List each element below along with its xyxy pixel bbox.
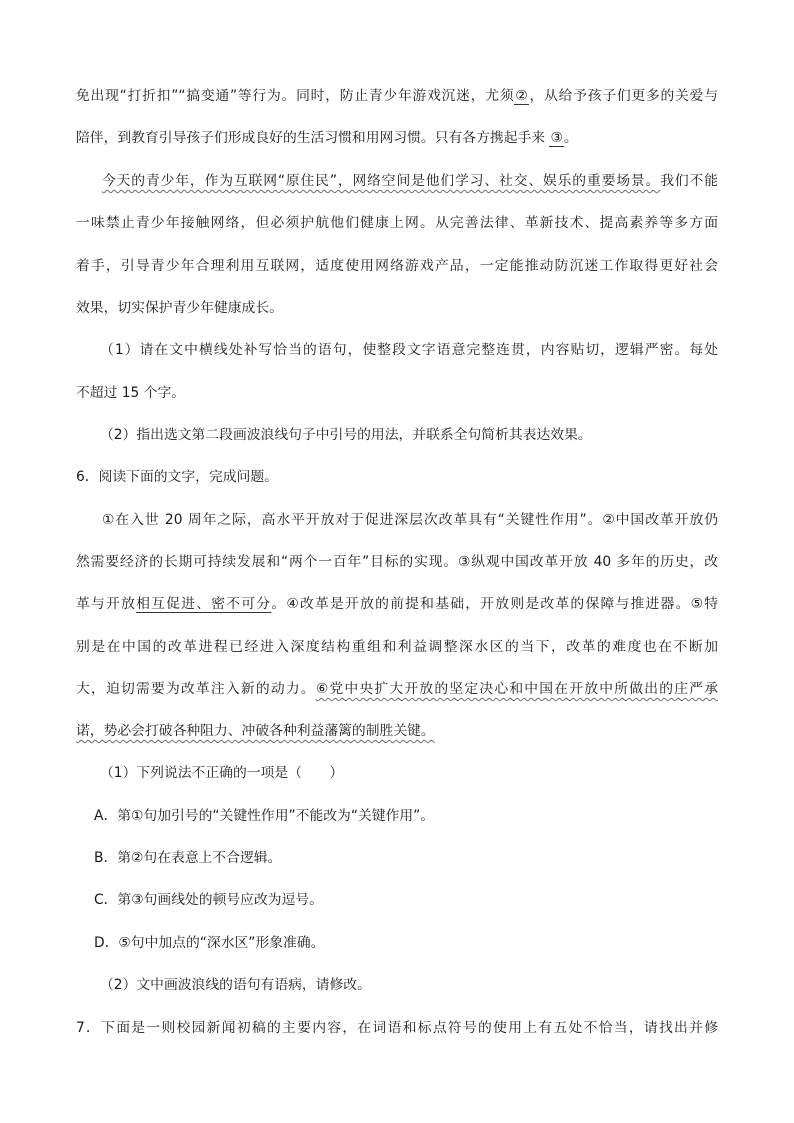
- para-second-line-2: 一味禁止青少年接触网络，但必须护航他们健康上网。从完善法律、革新技术、提高素养等多方面: [76, 215, 718, 231]
- text-segment: 陪伴，到教育引导孩子们形成良好的生活习惯和用网习惯。只有各方携起手来: [76, 130, 550, 146]
- text-segment: ，从给予孩子们更多的关爱与: [528, 88, 718, 104]
- q6-passage-line-5: [76, 679, 718, 699]
- q5-sub2: （2）指出选文第二段画波浪线句子中引号的用法，并联系全句简析其表达效果。: [100, 427, 592, 443]
- wavy-underlined-sentence: 今天的青少年，作为互联网“原住民”，网络空间是他们学习、社交、娱乐的重要场景。: [102, 173, 661, 189]
- q6-passage-line-1: ①在入世 20 周年之际，高水平开放对于促进深层次改革具有“关键性作用”。②中国改革开放仍: [102, 512, 718, 528]
- q6-passage-line-3: [76, 594, 718, 614]
- text-segment: 。: [563, 130, 578, 146]
- q6-option-b: B．第②句在表意上不合逻辑。: [94, 850, 282, 866]
- wavy-underlined-sentence: 诺，势必会打破各种阻力、冲破各种利益藩篱的制胜关键。: [76, 723, 435, 739]
- text-segment: 免出现“打折扣”“搞变通”等行为。同时，防止青少年游戏沉迷，尤须: [76, 88, 515, 104]
- q5-sub1-line-2: 不超过 15 个字。: [76, 385, 186, 401]
- q6-option-a: A．第①句加引号的“关键性作用”不能改为“关键作用”。: [94, 808, 435, 824]
- text-segment: 革与开放: [76, 596, 137, 612]
- q6-passage-line-6: [76, 721, 718, 741]
- wavy-underlined-sentence: ⑥党中央扩大开放的坚定决心和中国在开放中所做出的庄严承: [315, 681, 718, 697]
- q6-sub2: （2）文中画波浪线的语句有语病，请修改。: [100, 977, 371, 993]
- fill-blank-3: ③: [550, 130, 563, 146]
- underlined-phrase: 相互促进、密不可分: [136, 596, 272, 612]
- q6-passage-line-4: 别是在中国的改革进程已经进入深度结构重组和利益调整深水区的当下，改革的难度也在不断加: [76, 639, 718, 655]
- q5-sub1-line-1: （1）请在文中横线处补写恰当的语句，使整段文字语意完整连贯，内容贴切，逻辑严密。每处: [100, 342, 718, 358]
- para-second-line-1: [102, 171, 718, 191]
- q6-heading: 6．阅读下面的文字，完成问题。: [76, 469, 278, 485]
- q6-sub1: （1）下列说法不正确的一项是（ ）: [100, 765, 344, 781]
- para-second-line-3: 着手，引导青少年合理利用互联网，适度使用网络游戏产品，一定能推动防沉迷工作取得更好社会: [76, 258, 718, 274]
- para-prev-line-2: [76, 128, 718, 148]
- fill-blank-2: ②: [515, 88, 528, 104]
- para-prev-line-1: [76, 86, 718, 106]
- text-segment: 。④改革是开放的前提和基础，开放则是改革的保障与推进器。⑤特: [271, 596, 719, 612]
- q6-option-c: C．第③句画线处的顿号应改为逗号。: [94, 892, 323, 908]
- q7-line-1: 7．下面是一则校园新闻初稿的主要内容，在词语和标点符号的使用上有五处不恰当，请找出并修: [76, 1020, 718, 1036]
- para-second-line-4: 效果，切实保护青少年健康成长。: [76, 300, 283, 316]
- q6-option-d: D．⑤句中加点的“深水区”形象准确。: [94, 935, 325, 951]
- q6-passage-line-2: 然需要经济的长期可持续发展和“两个一百年”目标的实现。③纵观中国改革开放 40 多年的历史，改: [76, 554, 718, 570]
- text-segment: 大，迫切需要为改革注入新的动力。: [76, 681, 316, 697]
- text-segment: 我们不能: [660, 173, 719, 189]
